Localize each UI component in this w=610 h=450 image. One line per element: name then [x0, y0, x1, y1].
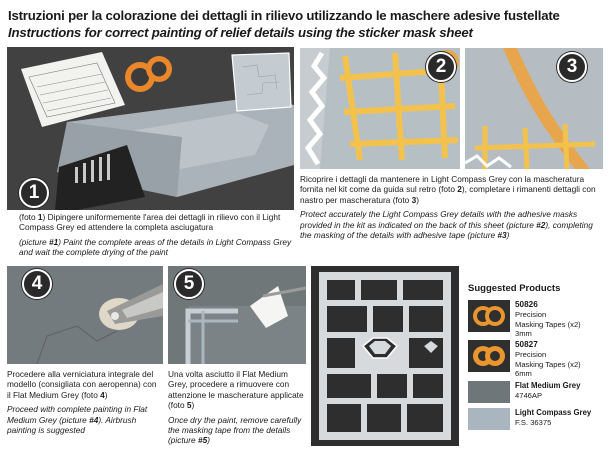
- step-4-english: Proceed with complete painting in Flat Medium Grey (picture #4). Airbrush painting is suggested: [7, 404, 148, 436]
- product-desc-2: Precision Masking Tapes (x2) 6mm: [515, 350, 581, 379]
- product-thumb-50827: [468, 340, 510, 372]
- step-3-badge: 3: [557, 52, 587, 82]
- step-1-text: [19, 212, 294, 262]
- paint-code-1: 4746AP: [515, 391, 543, 400]
- photo-step-4: [7, 266, 163, 364]
- mask-sheet-image: [311, 266, 459, 446]
- step-1-badge: 1: [19, 178, 49, 208]
- step-4-italian: Procedere alla verniciatura integrale del modello (consigliata con aeropenna) con il Flat Medium Grey (foto 4): [7, 369, 157, 400]
- step-2-english: Protect accurately the Light Compass Grey details with the adhesive masks provided in the kit as indicated on the back of this sheet (picture #2), completing the masking of the details with adhesive tape (picture #3): [300, 209, 593, 241]
- paint-name-1: Flat Medium Grey: [515, 381, 581, 390]
- photo-step-1: [7, 47, 294, 210]
- photo-step-1-image: [7, 47, 294, 210]
- photo-step-3: [465, 48, 603, 169]
- page-title-italian: Istruzioni per la colorazione dei dettagli in rilievo utilizzando le maschere adesive fustellate: [8, 8, 560, 23]
- step-4-badge: 4: [22, 269, 52, 299]
- step-5-text: [168, 369, 308, 450]
- swatch-light-compass-grey: [468, 408, 510, 430]
- product-code-2: 50827: [515, 340, 538, 349]
- masking-tape-icon: [468, 340, 510, 372]
- step-4-text: [7, 369, 162, 439]
- masking-tape-icon: [468, 300, 510, 332]
- paint-name-2: Light Compass Grey: [515, 408, 592, 417]
- step-1-english: (picture #1) Paint the complete areas of the details in Light Compass Grey and wait the complete drying of the paint: [19, 236, 292, 258]
- suggested-products-title: Suggested Products: [468, 283, 561, 294]
- product-thumb-50826: [468, 300, 510, 332]
- swatch-flat-medium-grey: [468, 381, 510, 403]
- photo-mask-sheet: [311, 266, 459, 446]
- step-2-italian: Ricoprire i dettagli da mantenere in Light Compass Grey con la mascheratura fornita nel kit come da guida sul retro (foto 2), completare i rimanenti dettagli con nastro per mascheratura (foto 3): [300, 174, 596, 205]
- step-5-badge: 5: [174, 269, 204, 299]
- step-5-english: Once dry the paint, remove carefully the masking tape from the details (picture #5): [168, 414, 302, 446]
- paint-code-2: F.S. 36375: [515, 418, 552, 427]
- step-5-italian: Una volta asciutto il Flat Medium Grey, procedere a rimuovere con attenzione le mascherature applicate (foto 5): [168, 369, 304, 411]
- page-title-english: Instructions for correct painting of relief details using the sticker mask sheet: [8, 25, 473, 40]
- product-desc-1: Precision Masking Tapes (x2) 3mm: [515, 310, 581, 339]
- photo-step-5: [168, 266, 306, 364]
- photo-step-2: [300, 48, 460, 169]
- step-1-italian: (foto 1) Dipingere uniformemente l'area dei dettagli in rilievo con il Light Compass Grey ed attendere la completa asciugatura: [19, 212, 281, 233]
- product-code-1: 50826: [515, 300, 538, 309]
- step-2-text: [300, 174, 600, 244]
- step-2-badge: 2: [426, 52, 456, 82]
